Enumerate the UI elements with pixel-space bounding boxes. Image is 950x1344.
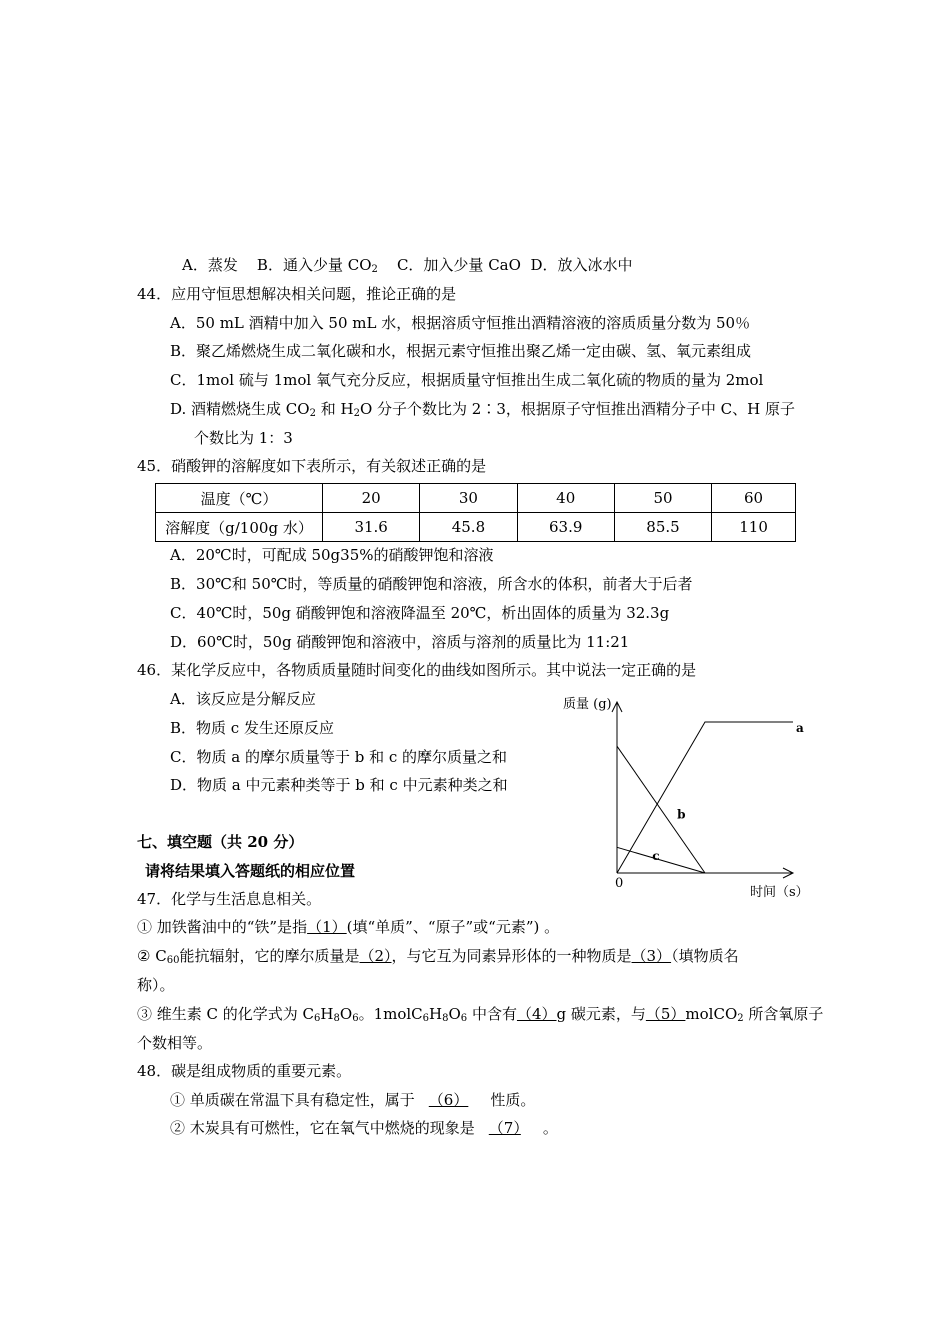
series-label-a: a <box>796 721 804 735</box>
q44-option-c: C．1mol 硫与 1mol 氧气充分反应，根据质量守恒推出生成二氧化硫的物质的量为 2mol <box>170 371 764 389</box>
series-line-b <box>617 746 705 873</box>
table-cell: 85.5 <box>614 513 711 542</box>
chart-ylabel: 质量 (g) <box>563 697 612 712</box>
q44-option-a: A．50 mL 酒精中加入 50 mL 水，根据溶质守恒推出酒精溶液的溶质质量分数为 50％ <box>170 314 751 332</box>
q47-item-3-cont: 个数相等。 <box>137 1034 213 1052</box>
series-line-a <box>617 722 793 873</box>
q47-item-1: ① 加铁酱油中的“铁”是指（1）(填“单质”、“原子”或“元素”) 。 <box>137 918 560 936</box>
q45-stem: 45．硝酸钾的溶解度如下表所示，有关叙述正确的是 <box>137 457 487 475</box>
table-cell: 63.9 <box>517 513 614 542</box>
table-cell: 50 <box>614 484 711 513</box>
q45-option-b: B．30℃和 50℃时，等质量的硝酸钾饱和溶液，所含水的体积，前者大于后者 <box>170 575 693 593</box>
series-label-c: c <box>652 848 660 863</box>
blank-4: （4） <box>516 1005 557 1023</box>
q45-option-c: C．40℃时，50g 硝酸钾饱和溶液降温至 20℃，析出固体的质量为 32.3g <box>170 604 670 622</box>
table-cell: 31.6 <box>323 513 420 542</box>
mass-time-chart <box>555 690 825 905</box>
q46-option-d: D．物质 a 中元素种类等于 b 和 c 中元素种类之和 <box>170 776 508 794</box>
q44-option-b: B．聚乙烯燃烧生成二氧化碳和水，根据元素守恒推出聚乙烯一定由碳、氢、氧元素组成 <box>170 342 752 360</box>
table-cell: 60 <box>712 484 796 513</box>
chart-origin: 0 <box>615 876 624 891</box>
blank-6: （6） <box>428 1091 469 1109</box>
q47-stem: 47．化学与生活息息相关。 <box>137 890 322 908</box>
blank-7: （7） <box>488 1119 521 1137</box>
table-row-solubility <box>156 513 796 542</box>
table-row-label: 溶解度（g/100g 水） <box>156 513 323 542</box>
q48-item-1: ① 单质碳在常温下具有稳定性，属于 （6） 性质。 <box>170 1091 536 1109</box>
solubility-table <box>155 483 796 542</box>
q48-item-2: ② 木炭具有可燃性，它在氧气中燃烧的现象是 （7） 。 <box>170 1119 558 1137</box>
q43-option-b: B．通入少量 $CO_2$ <box>256 256 378 275</box>
series-label-b: b <box>677 807 686 822</box>
series-line-c <box>617 847 705 873</box>
q46-option-b: B．物质 c 发生还原反应 <box>170 719 334 737</box>
q46-option-a: A．该反应是分解反应 <box>170 690 316 708</box>
table-row-label: 温度（℃） <box>156 484 323 513</box>
section-7-note: 请将结果填入答题纸的相应位置 <box>145 862 356 880</box>
table-row-temperature <box>156 484 796 513</box>
blank-5: （5） <box>645 1005 686 1023</box>
blank-3: （3） <box>631 947 672 965</box>
q47-item-3: ③ 维生素 C 的化学式为 $C_6H_8O_6$。$1molC_6H_8O_6$ 中含有（4）g 碳元素，与（5）molCO$_2$ 所含氧原子 <box>137 1005 824 1024</box>
table-cell: 45.8 <box>420 513 517 542</box>
q43-option-a: A．蒸发 <box>182 256 238 274</box>
q44-option-d-cont: 个数比为 1：3 <box>194 429 293 447</box>
q46-stem: 46．某化学反应中，各物质质量随时间变化的曲线如图所示。其中说法一定正确的是 <box>137 661 697 679</box>
q47-item-2: ② $C_{60}$能抗辐射，它的摩尔质量是（2），与它互为同素异形体的一种物质是（3）（填物质名 <box>137 947 739 966</box>
section-7-title: 七、填空题（共 20 分） <box>137 833 304 851</box>
q43-option-c: C．加入少量 CaO <box>396 256 521 274</box>
q46-option-c: C．物质 a 的摩尔质量等于 b 和 c 的摩尔质量之和 <box>170 748 508 766</box>
q47-item-2-cont: 称）。 <box>137 976 175 994</box>
blank-1: （1） <box>307 918 347 936</box>
table-cell: 40 <box>517 484 614 513</box>
chart-xlabel: 时间（s） <box>750 885 809 900</box>
q48-stem: 48．碳是组成物质的重要元素。 <box>137 1062 352 1080</box>
blank-2: （2） <box>359 947 392 965</box>
q43-option-d: D．放入冰水中 <box>530 256 633 274</box>
q45-option-a: A．20℃时，可配成 50g35%的硝酸钾饱和溶液 <box>170 546 494 564</box>
table-cell: 30 <box>420 484 517 513</box>
q44-option-d: D. 酒精燃烧生成 $CO_2$ 和 $H_2O$ 分子个数比为 2∶3，根据原子守恒推出酒精分子中 C、H 原子 <box>170 400 795 419</box>
table-cell: 20 <box>323 484 420 513</box>
table-cell: 110 <box>712 513 796 542</box>
q44-stem: 44．应用守恒思想解决相关问题，推论正确的是 <box>137 285 457 303</box>
q43-options <box>182 255 633 275</box>
q45-option-d: D．60℃时，50g 硝酸钾饱和溶液中，溶质与溶剂的质量比为 11:21 <box>170 633 630 651</box>
